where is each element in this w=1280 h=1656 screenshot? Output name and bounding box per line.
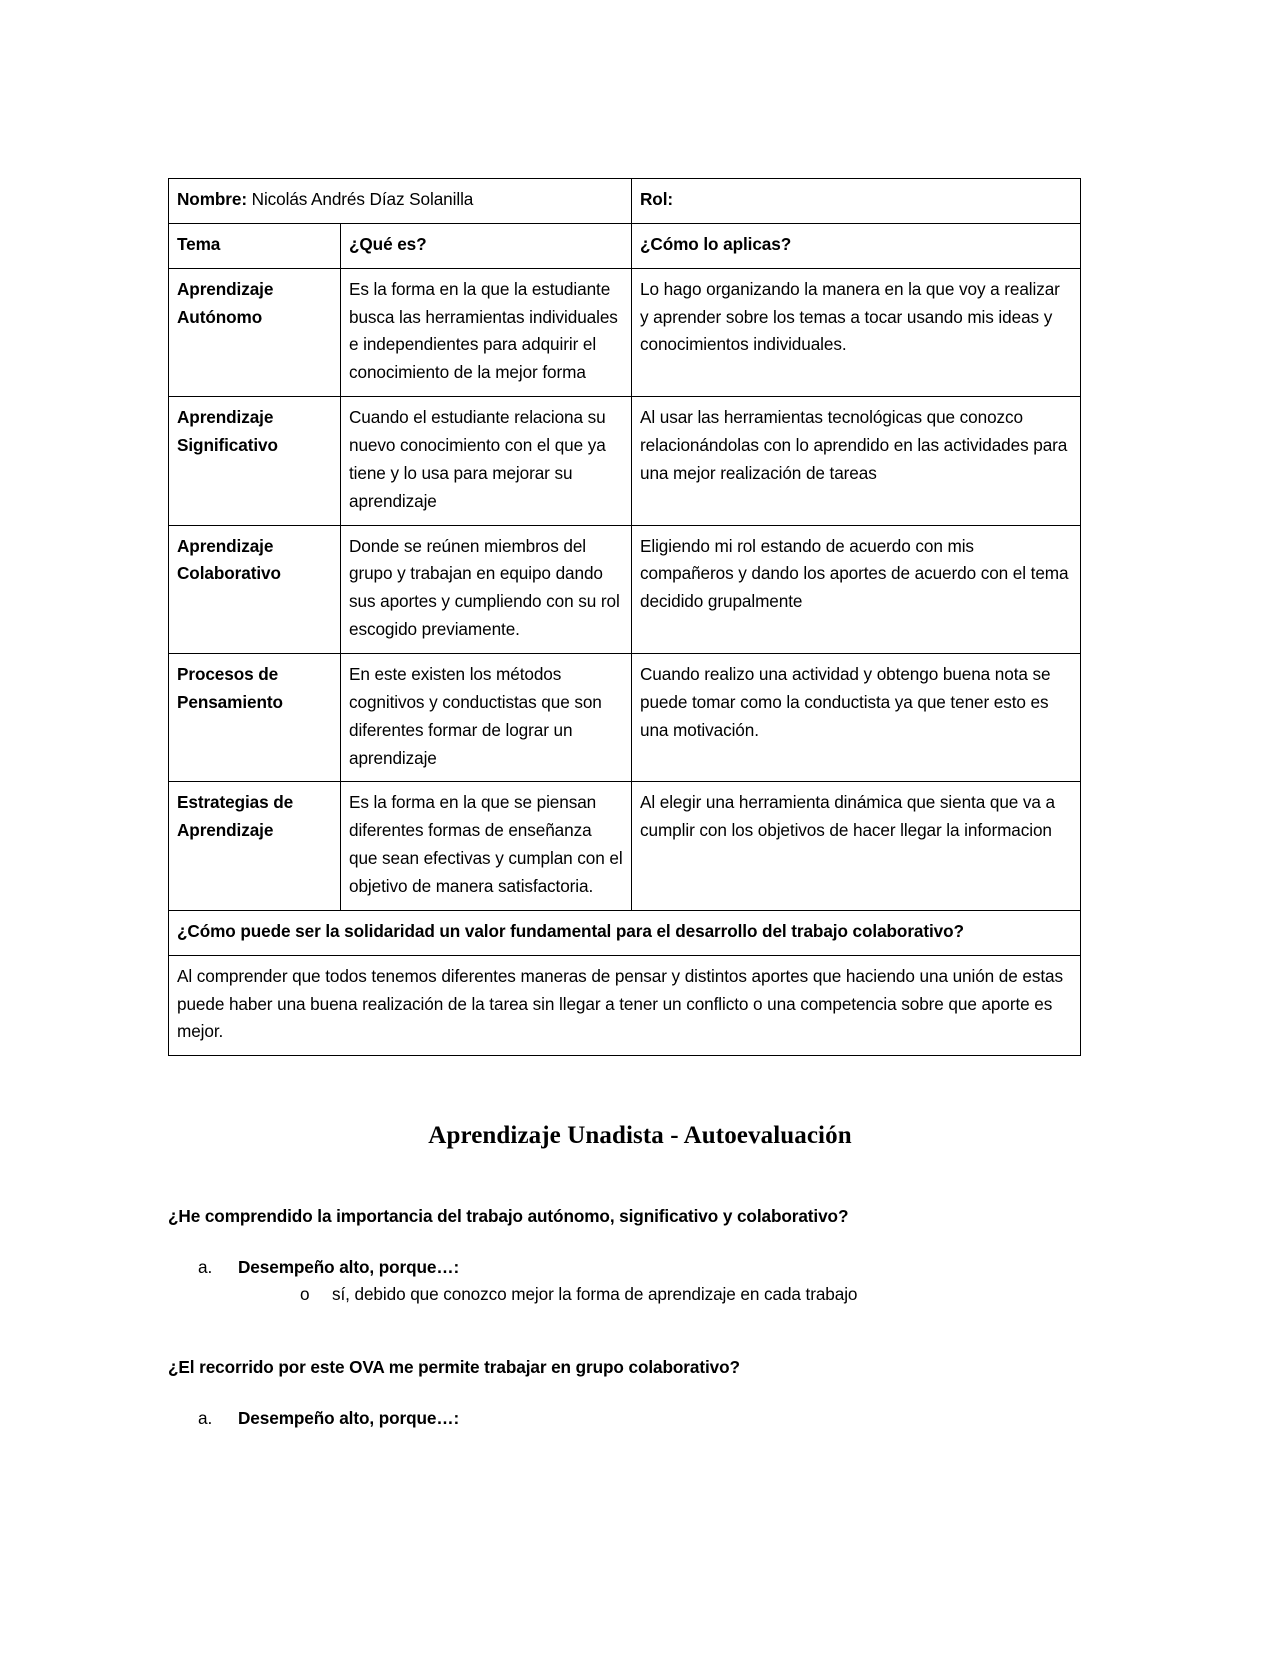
- sub-option-text: sí, debido que conozco mejor la forma de aprendizaje en cada trabajo: [332, 1284, 858, 1305]
- self-eval-question-1: ¿He comprendido la importancia del trabajo autónomo, significativo y colaborativo?: [168, 1206, 849, 1227]
- column-header-que-es: ¿Qué es?: [341, 223, 632, 268]
- learning-matrix-table: [168, 178, 1081, 1056]
- application-cell: Cuando realizo una actividad y obtengo buena nota se puede tomar como la conductista ya que tener esto es una motivación.: [632, 654, 1081, 782]
- theme-cell: [169, 525, 341, 653]
- table-row: [169, 397, 1081, 525]
- column-header-tema: Tema: [169, 223, 341, 268]
- application-cell: Al usar las herramientas tecnológicas que conozco relacionándolas con lo aprendido en las actividades para una mejor realización de tareas: [632, 397, 1081, 525]
- self-eval-options-2: [168, 1408, 1112, 1429]
- sub-list-marker: o: [300, 1284, 310, 1305]
- rol-cell: [632, 179, 1081, 224]
- list-marker: a.: [198, 1257, 213, 1278]
- theme-cell: [169, 654, 341, 782]
- definition-cell: En este existen los métodos cognitivos y conductistas que son diferentes formar de lograr un aprendizaje: [341, 654, 632, 782]
- definition-cell: Es la forma en la que se piensan diferentes formas de enseñanza que sean efectivas y cumplan con el objetivo de manera satisfactoria.: [341, 782, 632, 910]
- theme-line: Procesos de: [177, 664, 279, 685]
- theme-line: Colaborativo: [177, 563, 281, 584]
- theme-line: Aprendizaje: [177, 278, 274, 299]
- final-answer-cell: Al comprender que todos tenemos diferentes maneras de pensar y distintos aportes que haciendo una unión de estas puede haber una buena realización de la tarea sin llegar a tener un conflicto o una competencia sobre que aporte es mejor.: [169, 955, 1081, 1056]
- application-cell: Lo hago organizando la manera en la que voy a realizar y aprender sobre los temas a tocar usando mis ideas y conocimientos individuales.: [632, 268, 1081, 396]
- final-question-cell: ¿Cómo puede ser la solidaridad un valor fundamental para el desarrollo del trabajo colaborativo?: [169, 910, 1081, 955]
- definition-cell: Cuando el estudiante relaciona su nuevo conocimiento con el que ya tiene y lo usa para mejorar su aprendizaje: [341, 397, 632, 525]
- list-item: [198, 1257, 1112, 1305]
- theme-line: Pensamiento: [177, 691, 283, 712]
- self-eval-question-2: ¿El recorrido por este OVA me permite trabajar en grupo colaborativo?: [168, 1357, 740, 1378]
- table-row-header-identity: [169, 179, 1081, 224]
- list-marker: a.: [198, 1408, 213, 1429]
- theme-line: Estrategias de: [177, 792, 294, 813]
- self-eval-suboptions-1: [238, 1284, 1112, 1305]
- rol-label: Rol:: [640, 189, 674, 209]
- name-cell: [169, 179, 632, 224]
- definition-cell: Donde se reúnen miembros del grupo y trabajan en equipo dando sus aportes y cumpliendo con su rol escogido previamente.: [341, 525, 632, 653]
- table-row: [169, 782, 1081, 910]
- page-title: Aprendizaje Unadista - Autoevaluación: [428, 1122, 852, 1150]
- theme-cell: [169, 268, 341, 396]
- table-row: [169, 525, 1081, 653]
- theme-line: Autónomo: [177, 306, 263, 327]
- theme-line: Aprendizaje: [177, 535, 274, 556]
- theme-cell: [169, 782, 341, 910]
- option-label: Desempeño alto, porque…:: [238, 1408, 460, 1429]
- table-row: [169, 654, 1081, 782]
- theme-line: Aprendizaje: [177, 407, 274, 428]
- table-row: [169, 268, 1081, 396]
- application-cell: Eligiendo mi rol estando de acuerdo con mis compañeros y dando los aportes de acuerdo con el tema decidido grupalmente: [632, 525, 1081, 653]
- application-cell: Al elegir una herramienta dinámica que sienta que va a cumplir con los objetivos de hacer llegar la informacion: [632, 782, 1081, 910]
- list-item: [300, 1284, 1112, 1305]
- theme-cell: [169, 397, 341, 525]
- theme-line: Aprendizaje: [177, 820, 274, 841]
- definition-cell: Es la forma en la que la estudiante busca las herramientas individuales e independientes para adquirir el conocimiento de la mejor forma: [341, 268, 632, 396]
- name-label: Nombre:: [177, 189, 247, 209]
- list-item: [198, 1408, 1112, 1429]
- table-row-column-headers: [169, 223, 1081, 268]
- table-row-final-answer: [169, 955, 1081, 1056]
- self-eval-options-1: [168, 1257, 1112, 1305]
- option-label: Desempeño alto, porque…:: [238, 1257, 460, 1278]
- name-value: Nicolás Andrés Díaz Solanilla: [246, 189, 474, 209]
- column-header-como-aplicas: ¿Cómo lo aplicas?: [632, 223, 1081, 268]
- table-row-final-question: [169, 910, 1081, 955]
- theme-line: Significativo: [177, 435, 278, 456]
